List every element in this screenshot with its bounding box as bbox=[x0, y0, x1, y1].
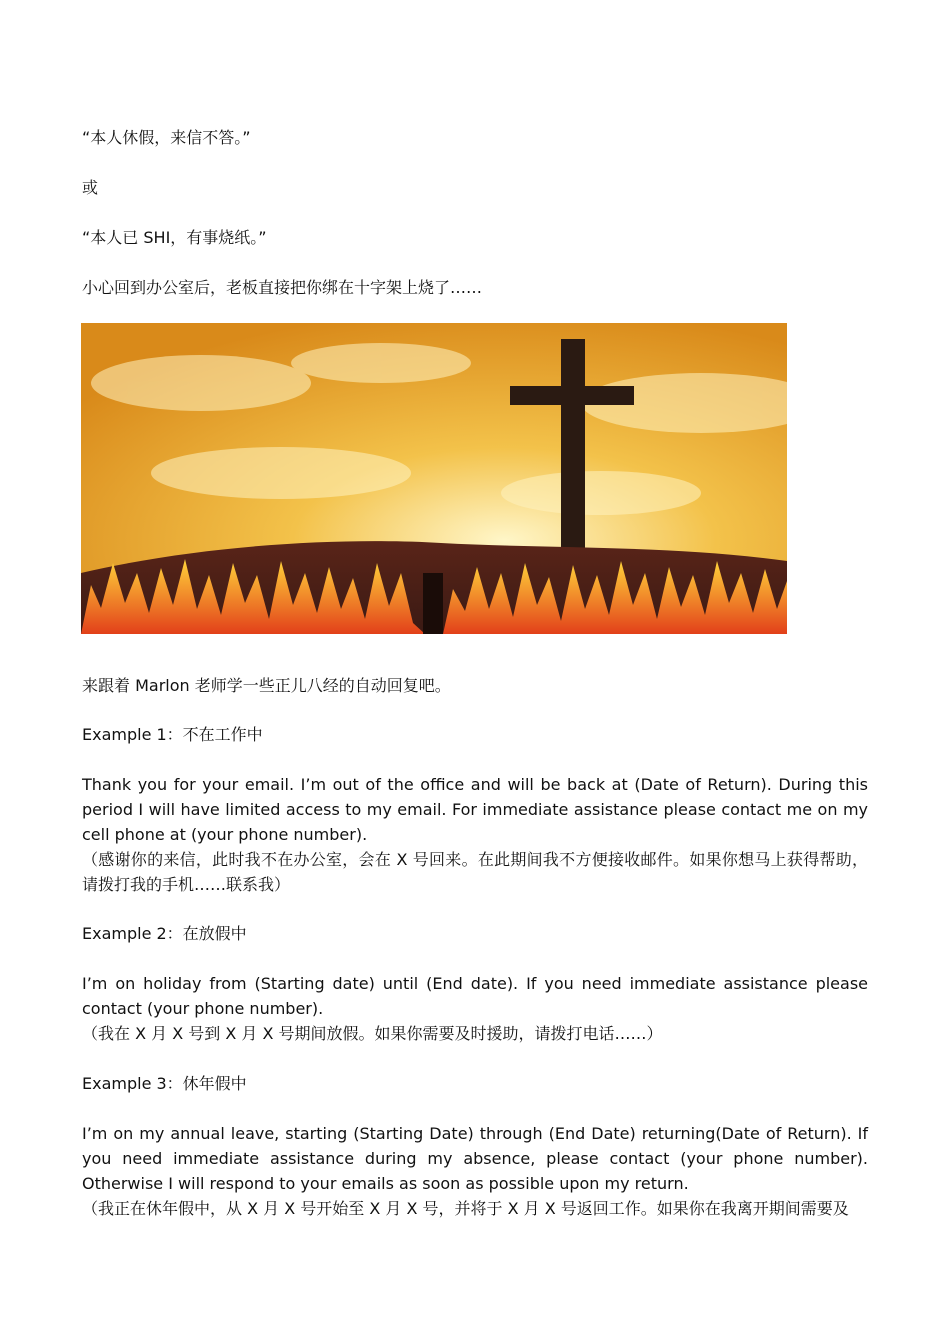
lead-text: 来跟着 Marlon 老师学一些正儿八经的自动回复吧。 bbox=[82, 676, 451, 695]
example-3-heading: Example 3：休年假中 bbox=[82, 1074, 247, 1093]
example-1-english: Thank you for your email. I’m out of the office and will be back at (Date of Return). During this period I will have limited access to my email. For immediate assistance please contact me on my cell phone at (your phone number). bbox=[82, 775, 868, 844]
example-3-chinese: （我正在休年假中，从 X 月 X 号开始至 X 月 X 号，并将于 X 月 X 号返回工作。如果你在我离开期间需要及 bbox=[82, 1199, 849, 1218]
example-1-chinese: （感谢你的来信，此时我不在办公室，会在 X 号回来。在此期间我不方便接收邮件。如果你想马上获得帮助，请拨打我的手机……联系我） bbox=[82, 850, 868, 894]
cross-on-burning-hill-image bbox=[81, 323, 787, 634]
example-2-heading: Example 2：在放假中 bbox=[82, 924, 247, 943]
gap-divider bbox=[423, 573, 443, 634]
intro-or: 或 bbox=[82, 178, 99, 197]
example-2-chinese: （我在 X 月 X 号到 X 月 X 号期间放假。如果你需要及时援助，请拨打电话……） bbox=[82, 1024, 663, 1043]
intro-quote-2: “本人已 SHI，有事烧纸。” bbox=[82, 228, 267, 247]
example-1-heading: Example 1：不在工作中 bbox=[82, 725, 263, 744]
intro-quote-1: “本人休假，来信不答。” bbox=[82, 128, 251, 147]
intro-warning: 小心回到办公室后，老板直接把你绑在十字架上烧了…… bbox=[82, 278, 483, 297]
example-3-english: I’m on my annual leave, starting (Starting Date) through (End Date) returning(Date of Return). If you need immediate assistance during my absence, please contact (your phone number). Otherwise I will respond to your emails as soon as possible upon my return. bbox=[82, 1124, 868, 1193]
example-2-english: I’m on holiday from (Starting date) until (End date). If you need immediate assistance please contact (your phone number). bbox=[82, 974, 868, 1018]
cross-illustration-svg bbox=[81, 323, 787, 634]
